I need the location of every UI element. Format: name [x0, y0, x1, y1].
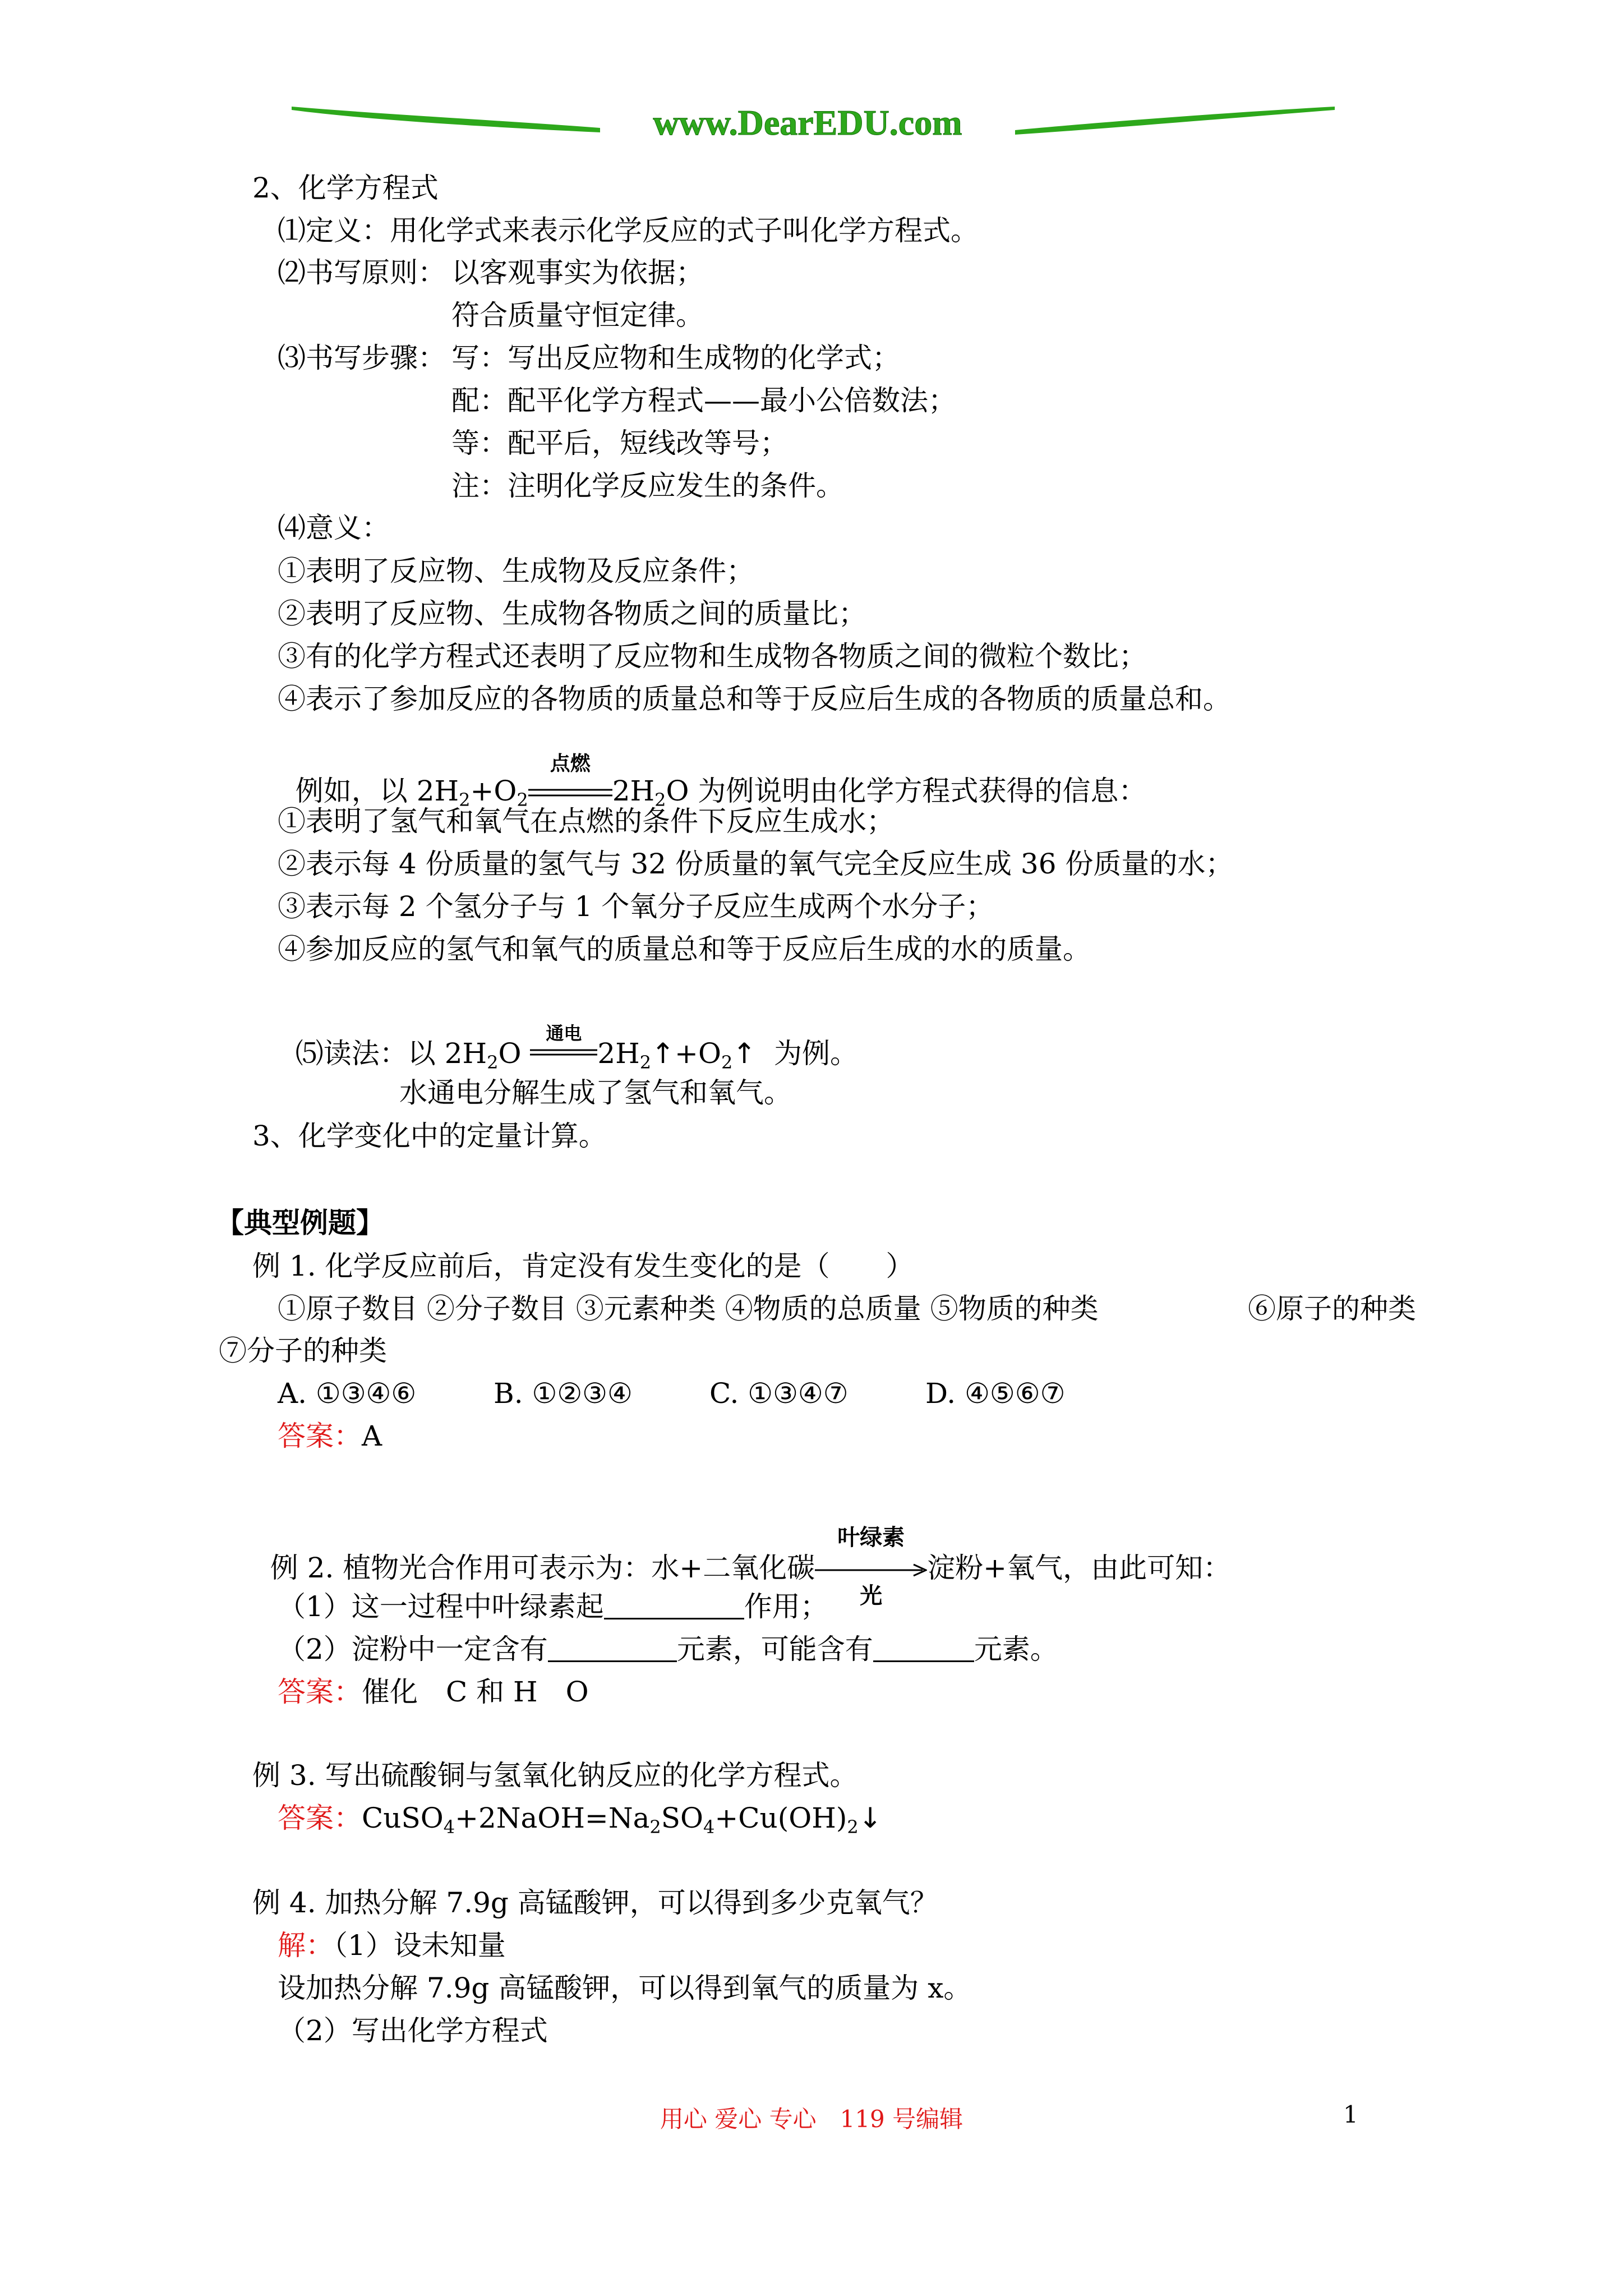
ex2-sub2: [278, 1632, 1058, 1666]
examples-heading: 【典型例题】: [216, 1207, 384, 1239]
site-logo: www.DearEDU.com: [653, 103, 962, 142]
banner-left-swoosh: [292, 107, 600, 132]
ex3-answer: [278, 1801, 882, 1844]
step-1: 写：写出反应物和生成物的化学式；: [451, 342, 900, 374]
electrolysis-condition: 通电: [546, 1023, 582, 1044]
info-1: ①表明了氢气和氧气在点燃的条件下反应生成水；: [278, 805, 895, 838]
header-banner: [0, 0, 1623, 168]
solution-label: 解：: [278, 1929, 334, 1962]
example-equation-line: 例如，以 $2H_2+O_2$ 点燃 $2H_2O$ 为例说明由化学方程式获得的信息：: [278, 740, 1146, 817]
example-outro: 为例说明由化学方程式获得的信息：: [698, 775, 1147, 807]
ex3-part: SO: [661, 1802, 703, 1834]
ex2-condition-bottom: 光: [860, 1583, 883, 1609]
ex2-sub1-start: （1）这一过程中叶绿素起: [278, 1590, 604, 1623]
fill-blank[interactable]: [873, 1636, 974, 1662]
photosynthesis-arrow: [815, 1525, 927, 1609]
step-4: 注：注明化学反应发生的条件。: [451, 470, 844, 502]
definition-line: ⑴定义：用化学式来表示化学反应的式子叫化学方程式。: [278, 214, 979, 247]
answer-label: 答案：: [278, 1802, 362, 1834]
ex4-step2: （2）写出化学方程式: [278, 2014, 548, 2047]
meaning-2: ②表明了反应物、生成物各物质之间的质量比；: [278, 597, 866, 630]
step-3: 等：配平后，短线改等号；: [451, 427, 788, 459]
ex2-answer: [278, 1675, 589, 1709]
ex1-option-c: C. ①③④⑦: [709, 1377, 849, 1410]
ex3-subscript: 4: [703, 1816, 715, 1838]
gas-up-arrow-icon: ↑: [651, 1037, 675, 1070]
info-2: ②表示每 4 份质量的氢气与 32 份质量的氧气完全反应生成 36 份质量的水；: [278, 848, 1234, 880]
fill-blank[interactable]: [604, 1593, 744, 1619]
ex2-condition-top: 叶绿素: [837, 1525, 905, 1550]
ex1-option-d: D. ④⑤⑥⑦: [925, 1377, 1066, 1410]
ex2-sub1: [278, 1590, 828, 1623]
gas-up-arrow-icon: ↑: [732, 1037, 757, 1070]
precipitate-down-arrow-icon: ↓: [858, 1802, 882, 1834]
answer-label: 答案：: [278, 1676, 362, 1708]
answer-label: 答案：: [278, 1420, 362, 1452]
ex3-part: CuSO: [362, 1802, 444, 1834]
ex4-step1-text: 设加热分解 7.9g 高锰酸钾，可以得到氧气的质量为 x。: [278, 1972, 972, 2004]
ex2-sub2-mid: 元素，可能含有: [676, 1633, 873, 1665]
ex2-answer-value: 催化 C 和 H O: [362, 1676, 589, 1708]
ex1-answer-value: A: [362, 1420, 382, 1452]
ex2-sub1-end: 作用；: [744, 1590, 828, 1623]
ex3-part: +2NaOH=Na: [455, 1802, 650, 1834]
ex2-sub2-end: 元素。: [974, 1633, 1058, 1665]
example-intro: 例如，以: [295, 775, 408, 807]
page-number: 1: [1343, 2101, 1358, 2128]
meaning-label: ⑷意义：: [278, 512, 390, 544]
ex2-question-end: 淀粉+氧气，由此可知：: [927, 1552, 1232, 1584]
meaning-1: ①表明了反应物、生成物及反应条件；: [278, 555, 754, 587]
step-2: 配：配平化学方程式——最小公倍数法；: [451, 384, 956, 417]
reading-line: ⑸读法：以 $2H_2O$ 通电 $2H_2↑+O_2↑$ 为例。: [278, 1003, 858, 1079]
steps-label: ⑶书写步骤：: [278, 342, 446, 374]
ex1-item7: ⑦分子的种类: [219, 1335, 387, 1367]
ex1-answer: [278, 1419, 382, 1453]
ex1-option-a: A. ①③④⑥: [278, 1377, 417, 1410]
reading-outro: 为例。: [774, 1037, 858, 1070]
banner-right-swoosh: [1015, 107, 1335, 135]
reading-text: 水通电分解生成了氢气和氧气。: [399, 1076, 792, 1109]
principle-label: ⑵书写原则：: [278, 256, 446, 289]
ex2-sub2-start: （2）淀粉中一定含有: [278, 1633, 548, 1665]
ex3-subscript: 4: [443, 1816, 455, 1838]
section-title-2: 2、化学方程式: [252, 172, 439, 204]
electrolysis-equals-sign: [530, 1023, 597, 1073]
ex1-question: 例 1. 化学反应前后，肯定没有发生变化的是（ ）: [252, 1250, 914, 1282]
ex3-subscript: 2: [649, 1816, 661, 1838]
ex4-step1-label: （1）设未知量: [334, 1929, 506, 1962]
ex2-question-start: 例 2. 植物光合作用可表示为：水+二氧化碳: [270, 1552, 815, 1584]
section-title-3: 3、化学变化中的定量计算。: [252, 1120, 607, 1152]
principle-2: 符合质量守恒定律。: [451, 299, 704, 332]
ex1-item6: ⑥原子的种类: [1248, 1292, 1416, 1325]
ex4-question: 例 4. 加热分解 7.9g 高锰酸钾，可以得到多少克氧气？: [252, 1887, 938, 1919]
ex3-subscript: 2: [847, 1816, 859, 1838]
ex1-option-b: B. ①②③④: [494, 1377, 633, 1410]
info-4: ④参加反应的氢气和氧气的质量总和等于反应后生成的水的质量。: [278, 933, 1091, 965]
reading-label: ⑸读法：以: [295, 1037, 436, 1070]
ex4-solution-step1: [278, 1929, 506, 1962]
fill-blank[interactable]: [548, 1636, 677, 1662]
meaning-3: ③有的化学方程式还表明了反应物和生成物各物质之间的微粒个数比；: [278, 640, 1147, 673]
ignite-condition: 点燃: [550, 752, 591, 775]
footer-text: 用心 爱心 专心 119 号编辑: [660, 2105, 963, 2133]
principle-1: 以客观事实为依据；: [451, 256, 704, 289]
ex3-part: +Cu(OH): [714, 1802, 847, 1834]
meaning-4: ④表示了参加反应的各物质的质量总和等于反应后生成的各物质的质量总和。: [278, 683, 1231, 715]
ex3-question: 例 3. 写出硫酸铜与氢氧化钠反应的化学方程式。: [252, 1759, 858, 1792]
info-3: ③表示每 2 个氢分子与 1 个氧分子反应生成两个水分子；: [278, 890, 994, 923]
ex1-items: ①原子数目 ②分子数目 ③元素种类 ④物质的总质量 ⑤物质的种类: [278, 1292, 1099, 1325]
